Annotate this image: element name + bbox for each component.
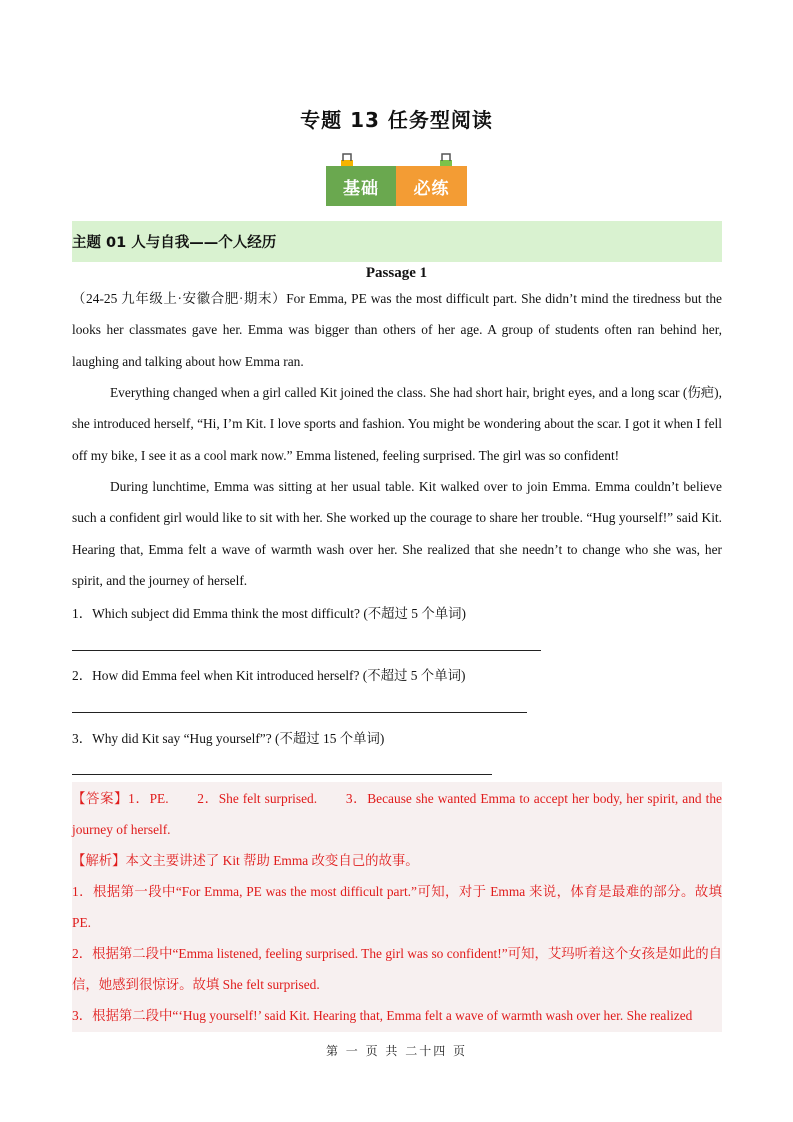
analysis-item-3: 3．根据第二段中“‘Hug yourself!’ said Kit. Hearing that, Emma felt a wave of warmth wash over her. She realized <box>72 1008 693 1023</box>
analysis-item-2: 2．根据第二段中“Emma listened, feeling surprised. The girl was so confident!”可知，艾玛听着这个女孩是如此的自信，她感到很惊讶。故填 She felt surprised. <box>72 946 722 992</box>
paragraph-3: During lunchtime, Emma was sitting at her usual table. Kit walked over to join Emma. Emma couldn’t believe such a confident girl would like to sit with her. She worked up the courage to share her trouble. “Hug yourself!” said Kit. Hearing that, Emma felt a wave of warmth wash over her. She realized that she needn’t to change who she was, her spirit, and the journey of herself. <box>72 479 722 588</box>
page-footer: 第 一 页 共 二十四 页 <box>325 1044 468 1058</box>
section-header <box>72 221 722 262</box>
basic-practice-badge <box>326 152 467 206</box>
question-2: 2．How did Emma feel when Kit introduced herself? (不超过 5 个单词) <box>72 668 466 683</box>
section-title: 主题 01 人与自我——个人经历 <box>72 235 277 251</box>
answer-key: 【答案】1．PE. 2．She felt surprised. 3．Because she wanted Emma to accept her body, her spirit, and the journey of herself. <box>72 791 722 837</box>
passage-title: Passage 1 <box>365 265 428 281</box>
question-1: 1．Which subject did Emma think the most difficult? (不超过 5 个单词) <box>72 606 466 621</box>
answer-line-1[interactable] <box>72 650 541 651</box>
analysis-intro: 【解析】本文主要讲述了 Kit 帮助 Emma 改变自己的故事。 <box>72 853 419 868</box>
question-3: 3．Why did Kit say “Hug yourself”? (不超过 15 个单词) <box>72 731 385 746</box>
badge-left-label: 基础 <box>326 166 396 206</box>
paragraph-1: （24-25 九年级上·安徽合肥·期末）For Emma, PE was the most difficult part. She didn’t mind the tiredness but the looks her classmates gave her. Emma was bigger than others of her age. A group of students often ran behind her, laughing and talking about how Emma ran. <box>72 291 722 369</box>
document-title: 专题 13 任务型阅读 <box>300 108 493 132</box>
answer-line-3[interactable] <box>72 774 492 775</box>
answer-line-2[interactable] <box>72 712 527 713</box>
paragraph-2: Everything changed when a girl called Kit joined the class. She had short hair, bright eyes, and a long scar (伤疤), she introduced herself, “Hi, I’m Kit. I love sports and fashion. You might be wondering about the scar. I got it when I fell off my bike, I see it as a cool mark now.” Emma listened, feeling surprised. The girl was so confident! <box>72 385 722 463</box>
analysis-item-1: 1．根据第一段中“For Emma, PE was the most difficult part.”可知，对于 Emma 来说，体育是最难的部分。故填 PE. <box>72 884 722 930</box>
badge-right-label: 必练 <box>396 166 467 206</box>
